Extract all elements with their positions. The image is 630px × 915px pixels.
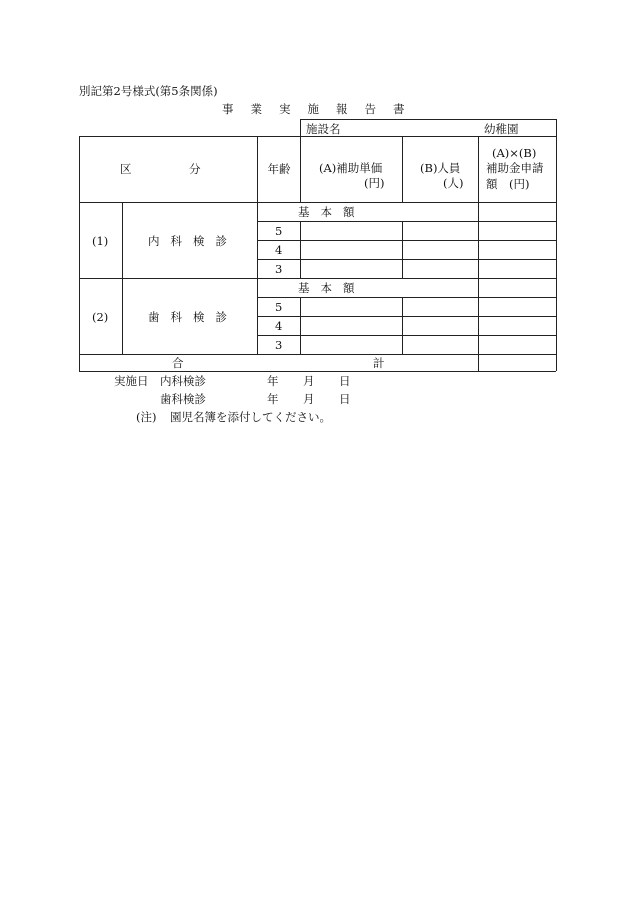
unit-price-header-line2: (円) xyxy=(364,176,385,190)
persons-header-line2: (人) xyxy=(443,176,464,190)
table-line xyxy=(300,119,301,136)
table-line xyxy=(257,316,556,317)
section-2-name: 歯科検診 xyxy=(148,310,238,324)
table-line xyxy=(257,297,556,298)
table-line xyxy=(257,259,556,260)
implementation-row-2-day: 日 xyxy=(339,392,351,406)
section-1-number: (1) xyxy=(92,234,109,248)
section-1-name: 内科検診 xyxy=(148,234,238,248)
implementation-label: 実施日 xyxy=(114,374,149,388)
table-line xyxy=(79,371,556,372)
implementation-row-1-year: 年 xyxy=(267,374,279,388)
table-line xyxy=(300,221,301,278)
total-label-right: 計 xyxy=(373,356,385,370)
table-line xyxy=(79,354,556,355)
section-1-age-4: 4 xyxy=(275,243,283,257)
document-title: 事業実施報告書 xyxy=(222,102,422,116)
note-text: 園児名簿を添付してください。 xyxy=(170,410,331,424)
table-line xyxy=(79,136,80,371)
table-line xyxy=(257,221,556,222)
section-2-age-5: 5 xyxy=(275,300,283,314)
section-2-age-4: 4 xyxy=(275,319,283,333)
table-line xyxy=(79,278,556,279)
table-line xyxy=(402,221,403,278)
table-line xyxy=(257,240,556,241)
section-1-base-label: 基本額 xyxy=(298,205,366,219)
table-line xyxy=(556,119,557,371)
table-line xyxy=(478,136,479,371)
table-line xyxy=(122,202,123,354)
implementation-row-1-month: 月 xyxy=(303,374,315,388)
table-line xyxy=(300,119,556,120)
note-label: (注) xyxy=(136,410,157,424)
table-line xyxy=(402,136,403,202)
section-1-age-5: 5 xyxy=(275,224,283,238)
implementation-row-2-month: 月 xyxy=(303,392,315,406)
facility-label: 施設名 xyxy=(306,122,341,136)
section-2-number: (2) xyxy=(92,310,109,324)
section-2-age-3: 3 xyxy=(275,338,283,352)
amount-header-line1: (A)×(B) xyxy=(492,146,537,160)
amount-header-line3: 額 (円) xyxy=(486,177,530,191)
total-label-left: 合 xyxy=(172,356,184,370)
implementation-row-1-name: 内科検診 xyxy=(160,374,206,388)
table-line xyxy=(402,297,403,354)
section-2-base-label: 基本額 xyxy=(298,281,366,295)
table-line xyxy=(300,136,301,202)
section-1-age-3: 3 xyxy=(275,262,283,276)
implementation-row-2-name: 歯科検診 xyxy=(160,392,206,406)
table-line xyxy=(79,202,556,203)
facility-suffix: 幼稚園 xyxy=(484,122,519,136)
table-line xyxy=(257,335,556,336)
implementation-row-1-day: 日 xyxy=(339,374,351,388)
implementation-row-2-year: 年 xyxy=(267,392,279,406)
category-header: 区 分 xyxy=(120,162,201,176)
unit-price-header-line1: (A)補助単価 xyxy=(319,161,383,175)
amount-header-line2: 補助金申請 xyxy=(486,161,544,175)
form-caption: 別記第2号様式(第5条関係) xyxy=(79,84,218,98)
persons-header-line1: (B)人員 xyxy=(420,161,461,175)
table-line xyxy=(300,297,301,354)
age-header: 年齢 xyxy=(267,162,291,176)
